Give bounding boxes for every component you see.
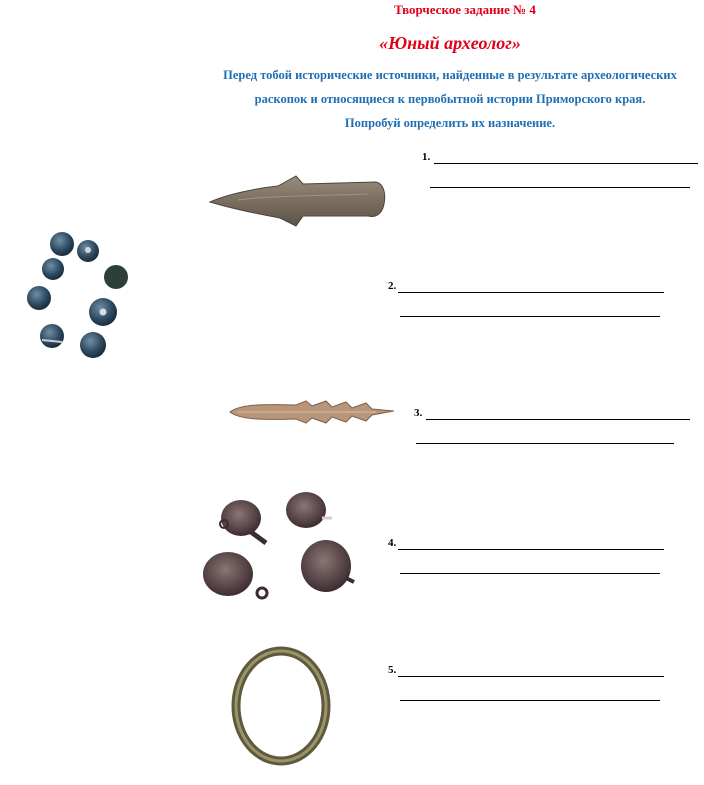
instruction-line-1: Перед тобой исторические источники, найденные в результате археологических <box>223 68 677 82</box>
answer-number: 2. <box>388 280 397 292</box>
answer-line[interactable] <box>398 549 664 550</box>
task-instructions <box>196 63 704 135</box>
answer-line[interactable] <box>416 443 674 444</box>
answer-4 <box>388 537 668 577</box>
answer-line[interactable] <box>430 187 690 188</box>
answer-line[interactable] <box>398 676 664 677</box>
instruction-line-3: Попробуй определить их назначение. <box>344 116 556 130</box>
answer-2 <box>388 280 668 320</box>
answer-line[interactable] <box>398 292 664 293</box>
instruction-line-2: раскопок и относящиеся к первобытной истории Приморского края. <box>254 92 646 106</box>
stone-spearhead-image <box>208 172 388 230</box>
task-subtitle: «Юный археолог» <box>379 33 521 53</box>
glass-beads-image <box>22 228 134 362</box>
metal-bracelet-image <box>226 644 338 770</box>
answer-5 <box>388 664 668 704</box>
bone-harpoon-image <box>226 396 396 430</box>
answer-1 <box>422 151 702 191</box>
task-title: Творческое задание № 4 <box>394 2 536 17</box>
answer-number: 4. <box>388 537 397 549</box>
answer-number: 3. <box>414 407 423 419</box>
answer-number: 1. <box>422 151 431 163</box>
answer-line[interactable] <box>400 700 660 701</box>
answer-line[interactable] <box>400 573 660 574</box>
answer-line[interactable] <box>400 316 660 317</box>
answer-number: 5. <box>388 664 397 676</box>
answer-line[interactable] <box>426 419 690 420</box>
bronze-bells-image <box>196 488 362 610</box>
answer-3 <box>414 407 694 447</box>
answer-line[interactable] <box>434 163 698 164</box>
